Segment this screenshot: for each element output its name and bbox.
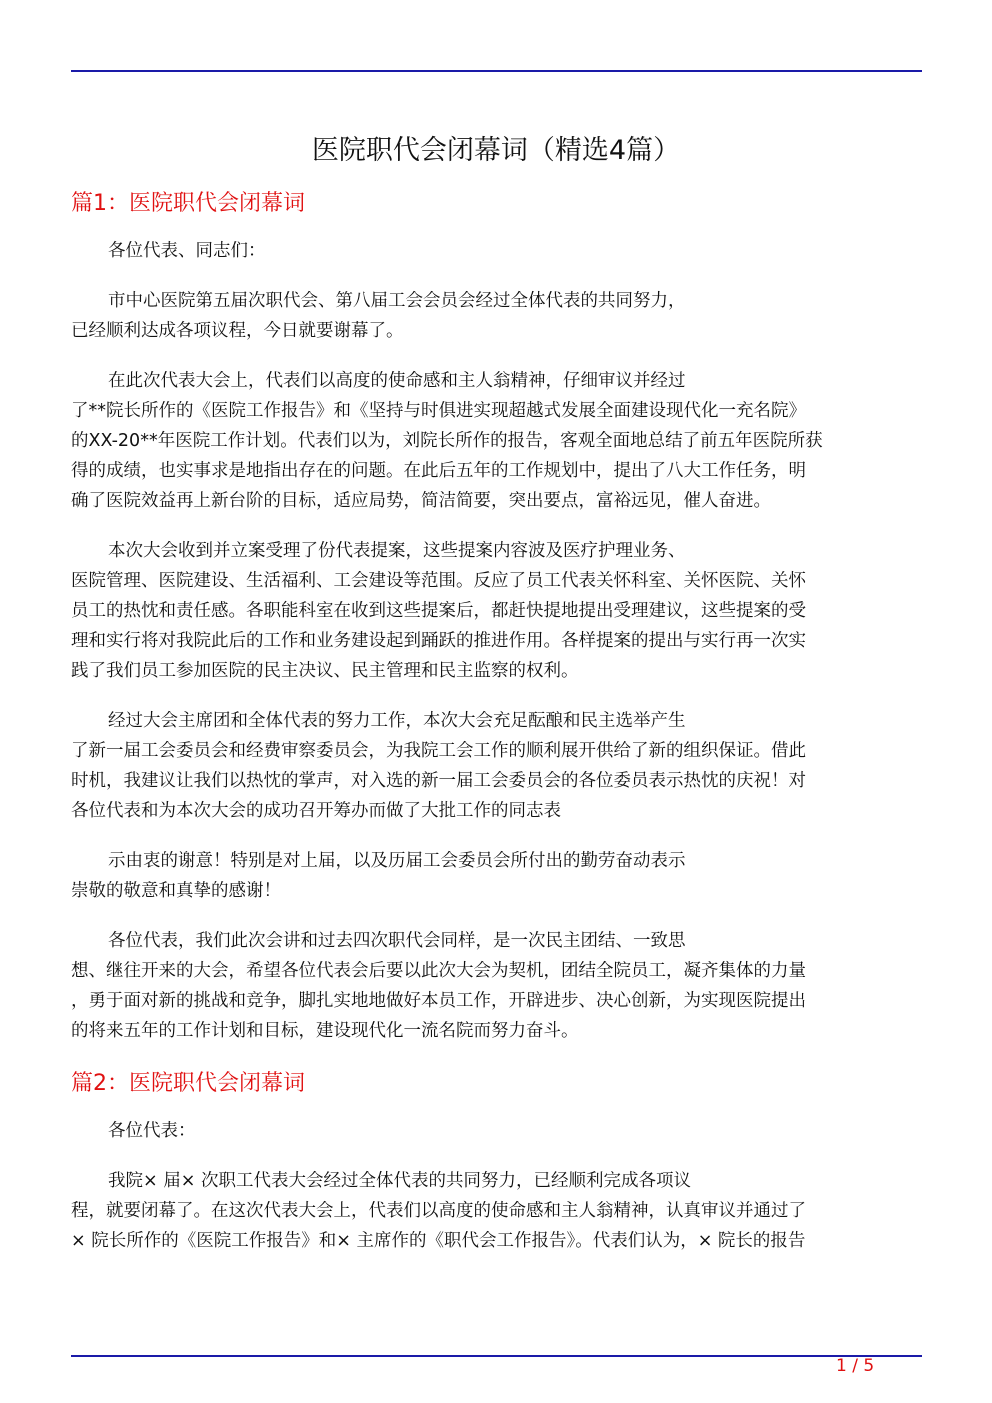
paragraph — [71, 536, 922, 686]
paragraph-line: 崇敬的敬意和真挚的感谢！ — [71, 881, 281, 901]
paragraph-line: 践了我们员工参加医院的民主决议、民主管理和民主监察的权利。 — [71, 661, 579, 681]
page-number: 1 / 5 — [836, 1356, 875, 1376]
paragraph-line: 各位代表和为本次大会的成功召开筹办而做了大批工作的同志表 — [71, 801, 561, 821]
paragraph-line: ，勇于面对新的挑战和竞争，脚扎实地地做好本员工作，开辟进步、决心创新，为实现医院提出 — [71, 991, 806, 1011]
paragraph-line: 已经顺利达成各项议程，今日就要谢幕了。 — [71, 321, 404, 341]
header-rule — [71, 70, 922, 72]
paragraph-line: 示由衷的谢意！特别是对上届，以及历届工会委员会所付出的勤劳奋动表示 — [108, 851, 686, 871]
paragraph — [71, 706, 922, 826]
document-title: 医院职代会闭幕词（精选4篇） — [311, 135, 681, 166]
section-heading: 篇2：医院职代会闭幕词 — [71, 1071, 305, 1096]
paragraph-line: 时机，我建议让我们以热忱的掌声，对入选的新一届工会委员会的各位委员表示热忱的庆祝！对 — [71, 771, 806, 791]
paragraph-line: 员工的热忱和责任感。各职能科室在收到这些提案后，都赶快提地提出受理建议，这些提案的受 — [71, 601, 806, 621]
paragraph-line: 在此次代表大会上，代表们以高度的使命感和主人翁精神，仔细审议并经过 — [108, 371, 686, 391]
paragraph-line: 了新一届工会委员会和经费审察委员会，为我院工会工作的顺利展开供给了新的组织保证。借此 — [71, 741, 806, 761]
section-heading: 篇1：医院职代会闭幕词 — [71, 191, 305, 216]
paragraph-line: 市中心医院第五届次职代会、第八届工会会员会经过全体代表的共同努力， — [108, 291, 686, 311]
paragraph-line: 程，就要闭幕了。在这次代表大会上，代表们以高度的使命感和主人翁精神，认真审议并通过了 — [71, 1201, 806, 1221]
paragraph — [71, 1116, 922, 1146]
paragraph-line: × 院长所作的《医院工作报告》和× 主席作的《职代会工作报告》。代表们认为，× 院长的报告 — [71, 1231, 806, 1251]
paragraph-line: 各位代表，我们此次会讲和过去四次职代会同样，是一次民主团结、一致思 — [108, 931, 686, 951]
paragraph-line: 各位代表： — [108, 1121, 196, 1141]
footer-rule — [71, 1355, 922, 1357]
paragraph-line: 我院× 届× 次职工代表大会经过全体代表的共同努力，已经顺利完成各项议 — [108, 1171, 691, 1191]
paragraph-line: 本次大会收到并立案受理了份代表提案，这些提案内容波及医疗护理业务、 — [108, 541, 686, 561]
paragraph-line: 经过大会主席团和全体代表的努力工作，本次大会充足酝酿和民主选举产生 — [108, 711, 686, 731]
paragraph-line: 医院管理、医院建设、生活福利、工会建设等范围。反应了员工代表关怀科室、关怀医院、关怀 — [71, 571, 806, 591]
document-body — [71, 186, 922, 1276]
paragraph — [71, 236, 922, 266]
paragraph-line: 得的成绩，也实事求是地指出存在的问题。在此后五年的工作规划中，提出了八大工作任务，明 — [71, 461, 806, 481]
paragraph-line: 各位代表、同志们： — [108, 241, 266, 261]
paragraph-line: 确了医院效益再上新台阶的目标，适应局势，简洁简要，突出要点，富裕远见，催人奋进。 — [71, 491, 771, 511]
paragraph — [71, 846, 922, 906]
paragraph-line: 想、继往开来的大会，希望各位代表会后要以此次大会为契机，团结全院员工，凝齐集体的力量 — [71, 961, 806, 981]
paragraph — [71, 926, 922, 1046]
paragraph-line: 的XX-20**年医院工作计划。代表们以为，刘院长所作的报告，客观全面地总结了前五年医院所获 — [71, 431, 823, 451]
paragraph-line: 理和实行将对我院此后的工作和业务建设起到踊跃的推进作用。各样提案的提出与实行再一次实 — [71, 631, 806, 651]
paragraph — [71, 286, 922, 346]
paragraph-line: 的将来五年的工作计划和目标，建设现代化一流名院而努力奋斗。 — [71, 1021, 579, 1041]
paragraph — [71, 366, 922, 516]
paragraph-line: 了**院长所作的《医院工作报告》和《坚持与时俱进实现超越式发展全面建设现代化一充名院》 — [71, 401, 806, 421]
paragraph — [71, 1166, 922, 1256]
